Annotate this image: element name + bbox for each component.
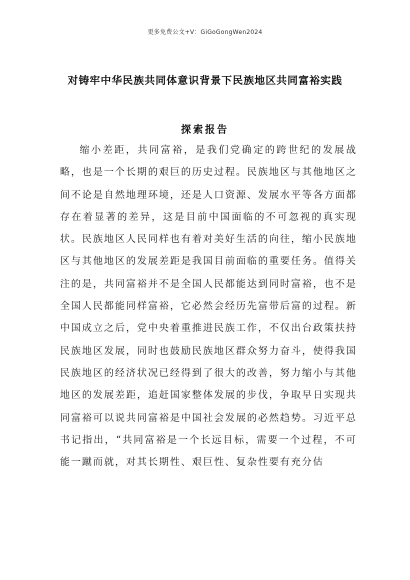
document-title: 对铸牢中华民族共同体意识背景下民族地区共同富裕实践 bbox=[67, 75, 343, 87]
header-note: 更多免费公文+V：GiGoGongWen2024 bbox=[147, 29, 263, 36]
body-paragraph: 缩小差距，共同富裕，是我们党确定的跨世纪的发展战略，也是一个长期的艰巨的历史过程。民族地区与其他地区之间不论是自然地理环境，还是人口资源、发展水平等各方面都存在着显著的差异，这是目前中国面临的不可忽视的真实现状。民族地区人民同样也有着对美好生活的向往，缩小民族地区与其他地区的发展差距是我国目前面临的重要任务。值得关注的是，共同富裕并不是全国人民都能达到同时富裕，也不是全国人民都能同样富裕，它必然会经历先富带后富的过程。新中国成立之后，党中央着重推进民族工作，不仅出台政策扶持民族地区发展，同时也鼓励民族地区群众努力奋斗，使得我国民族地区的经济状况已经得到了很大的改善，努力缩小与其他地区的发展差距，追赶国家整体发展的步伐，争取早日实现共同富裕可以说共同富裕是中国社会发展的必然趋势。习近平总书记指出，“共同富裕是一个长远目标，需要一个过程，不可能一蹴而就，对其长期性、艰巨性、复杂性要有充分估 bbox=[60, 145, 357, 469]
document-subtitle: 探索报告 bbox=[181, 125, 229, 136]
